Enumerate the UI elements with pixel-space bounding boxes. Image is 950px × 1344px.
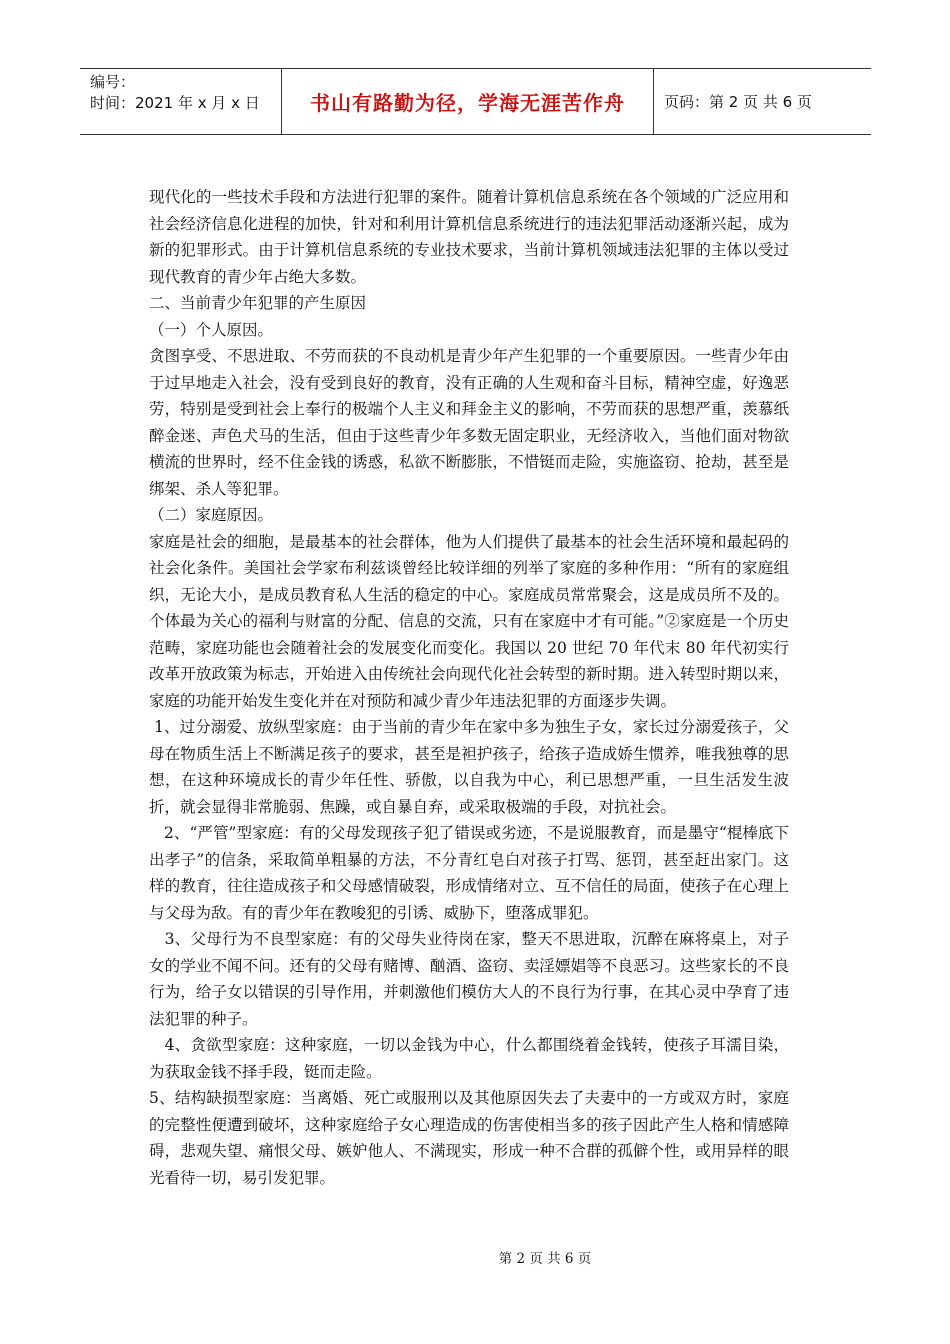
list-item-paragraph: 3、父母行为不良型家庭：有的父母失业待岗在家，整天不思进取，沉醉在麻将桌上，对子女的学业不闻不问。还有的父母有赌博、酗酒、盗窃、卖淫嫖娼等不良恶习。这些家长的不良行为，给子女以错误的引导作用，并刺激他们模仿大人的不良行为行事，在其心灵中孕育了违法犯罪的种子。 (149, 930, 789, 1028)
document-number-label: 编号： (90, 73, 136, 91)
header-page-info: 页码：第 2 页 共 6 页 (664, 93, 812, 111)
subsection-heading: （二）家庭原因。 (149, 506, 274, 524)
page-header (80, 68, 871, 135)
body-paragraph: 现代化的一些技术手段和方法进行犯罪的案件。随着计算机信息系统在各个领域的广泛应用和社会经济信息化进程的加快，针对和利用计算机信息系统进行的违法犯罪活动逐渐兴起，成为新的犯罪形式。由于计算机信息系统的专业技术要求，当前计算机领域违法犯罪的主体以受过现代教育的青少年占绝大多数。 (149, 188, 789, 286)
list-item-paragraph: 2、“严管”型家庭：有的父母发现孩子犯了错误或劣迹，不是说服教育，而是墨守“棍棒底下出孝子”的信条，采取简单粗暴的方法，不分青红皂白对孩子打骂、惩罚，甚至赶出家门。这样的教育，往往造成孩子和父母感情破裂，形成情绪对立、互不信任的局面，使孩子在心理上与父母为敌。有的青少年在教唆犯的引诱、威胁下，堕落成罪犯。 (149, 824, 790, 922)
header-meta (80, 69, 282, 134)
section-heading: 二、当前青少年犯罪的产生原因 (149, 294, 367, 312)
list-item-paragraph: 4、贪欲型家庭：这种家庭，一切以金钱为中心，什么都围绕着金钱转，使孩子耳濡目染，为获取金钱不择手段，铤而走险。 (149, 1036, 789, 1081)
body-paragraph: 家庭是社会的细胞，是最基本的社会群体，他为人们提供了最基本的社会生活环境和最起码的社会化条件。美国社会学家布利兹谈曾经比较详细的列举了家庭的多种作用：“所有的家庭组织，无论大小，是成员教育私人生活的稳定的中心。家庭成员常常聚会，这是成员所不及的。个体最为关心的福利与财富的分配、信息的交流，只有在家庭中才有可能。”②家庭是一个历史范畴，家庭功能也会随着社会的发展变化而变化。我国以 20 世纪 70 年代末 80 年代初实行改革开放政策为标志，开始进入由传统社会向现代化社会转型的新时期。进入转型时期以来，家庭的功能开始发生变化并在对预防和减少青少年违法犯罪的方面逐步失调。 (149, 532, 789, 710)
body-paragraph: 贪图享受、不思进取、不劳而获的不良动机是青少年产生犯罪的一个重要原因。一些青少年由于过早地走入社会，没有受到良好的教育，没有正确的人生观和奋斗目标，精神空虚，好逸恶劳，特别是受到社会上奉行的极端个人主义和拜金主义的影响，不劳而获的思想严重，羡慕纸醉金迷、声色犬马的生活，但由于这些青少年多数无固定职业，无经济收入，当他们面对物欲横流的世界时，经不住金钱的诱惑，私欲不断膨胀，不惜铤而走险，实施盗窃、抢劫，甚至是绑架、杀人等犯罪。 (149, 347, 789, 498)
list-item-paragraph: 1、过分溺爱、放纵型家庭：由于当前的青少年在家中多为独生子女，家长过分溺爱孩子，父母在物质生活上不断满足孩子的要求，甚至是袒护孩子，给孩子造成娇生惯养，唯我独尊的思想，在这种环境成长的青少年任性、骄傲，以自我为中心，利已思想严重，一旦生活发生波折，就会显得非常脆弱、焦躁，或自暴自弃，或采取极端的手段，对抗社会。 (149, 718, 789, 816)
subsection-heading: （一）个人原因。 (149, 320, 274, 339)
list-item-paragraph: 5、结构缺损型家庭：当离婚、死亡或服刑以及其他原因失去了夫妻中的一方或双方时，家庭的完整性便遭到破坏，这种家庭给子女心理造成的伤害使相当多的孩子因此产生人格和情感障碍，悲观失望、痛恨父母、嫉妒他人、不满现实，形成一种不合群的孤僻个性，或用异样的眼光看待一切，易引发犯罪。 (149, 1089, 789, 1187)
document-body (149, 184, 789, 1191)
header-motto: 书山有路勤为径，学海无涯苦作舟 (282, 69, 654, 134)
document-date-label: 时间：2021 年 x 月 x 日 (90, 94, 260, 112)
page-footer: 第 2 页 共 6 页 (498, 1251, 592, 1267)
